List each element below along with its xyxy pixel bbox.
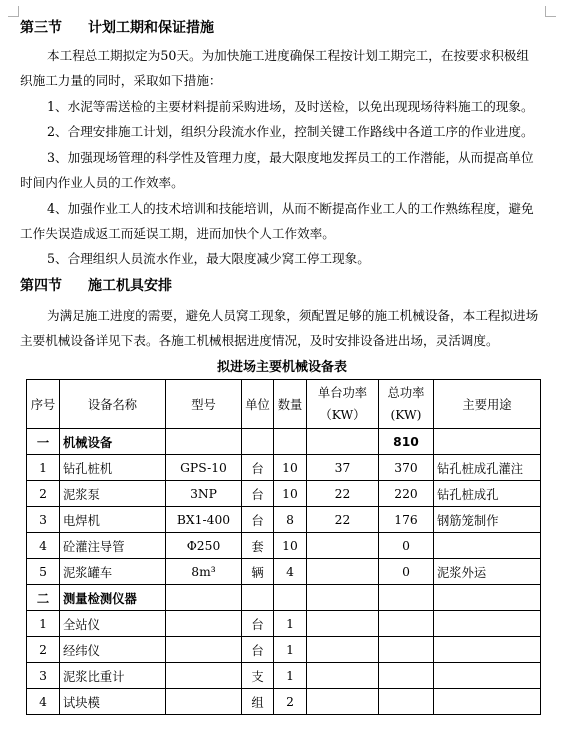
section4-number: 第四节 (20, 278, 62, 294)
section4-heading (20, 275, 172, 295)
table-section-row (27, 429, 541, 455)
cell-model (166, 663, 242, 689)
table-caption: 拟进场主要机械设备表 (216, 360, 347, 375)
cell-model (166, 689, 242, 715)
cell-name: 经纬仪 (60, 637, 166, 663)
table-row (27, 663, 541, 689)
cell-seq: 一 (27, 429, 60, 455)
measure-item-4-line1: 4、加强作业工人的技术培训和技能培训，从而不断提高作业工人的工作熟练程度，避免 (47, 201, 534, 216)
table-section-row (27, 585, 541, 611)
measure-item-1: 1、水泥等需送检的主要材料提前采购进场，及时送检，以免出现现场待料施工的现象。 (47, 99, 534, 114)
cell-use (434, 533, 541, 559)
cell-use (434, 663, 541, 689)
measure-item-5: 5、合理组织人员流水作业，最大限度减少窝工停工现象。 (47, 251, 370, 266)
cell-use (434, 689, 541, 715)
cell-qty: 10 (274, 481, 307, 507)
cell-unit-power (307, 429, 379, 455)
crop-mark-top-left (8, 6, 19, 17)
cell-unit-power (307, 637, 379, 663)
cell-unit: 台 (242, 637, 274, 663)
cell-unit-power: 22 (307, 507, 379, 533)
section3-number: 第三节 (20, 20, 62, 36)
cell-name: 泥浆比重计 (60, 663, 166, 689)
header-qty: 数量 (274, 380, 307, 429)
section4-title: 施工机具安排 (88, 278, 172, 294)
cell-qty: 1 (274, 611, 307, 637)
cell-seq: 3 (27, 507, 60, 533)
header-model: 型号 (166, 380, 242, 429)
cell-use: 泥浆外运 (434, 559, 541, 585)
cell-total-power: 0 (379, 533, 434, 559)
cell-model (166, 611, 242, 637)
header-unit-power (307, 380, 379, 429)
cell-model: BX1-400 (166, 507, 242, 533)
cell-unit-power (307, 663, 379, 689)
cell-total-power: 220 (379, 481, 434, 507)
header-seq: 序号 (27, 380, 60, 429)
cell-total-power: 810 (379, 429, 434, 455)
cell-unit-power (307, 533, 379, 559)
cell-total-power: 370 (379, 455, 434, 481)
table-row (27, 689, 541, 715)
cell-seq: 5 (27, 559, 60, 585)
header-use: 主要用途 (434, 380, 541, 429)
table-row (27, 455, 541, 481)
cell-total-power (379, 585, 434, 611)
cell-seq: 2 (27, 637, 60, 663)
header-unit-power-line1: 单台功率 (317, 386, 368, 400)
header-unit: 单位 (242, 380, 274, 429)
section3-heading (20, 17, 214, 37)
cell-qty: 1 (274, 663, 307, 689)
cell-model (166, 429, 242, 455)
cell-total-power (379, 611, 434, 637)
header-unit-power-line2: （KW） (319, 408, 366, 422)
cell-qty (274, 585, 307, 611)
cell-qty: 10 (274, 455, 307, 481)
cell-total-power (379, 663, 434, 689)
cell-unit: 套 (242, 533, 274, 559)
cell-name: 机械设备 (60, 429, 166, 455)
cell-qty: 2 (274, 689, 307, 715)
cell-unit: 台 (242, 455, 274, 481)
cell-unit-power: 22 (307, 481, 379, 507)
table-row (27, 637, 541, 663)
cell-model: 8m³ (166, 559, 242, 585)
cell-use (434, 611, 541, 637)
cell-use: 钢筋笼制作 (434, 507, 541, 533)
cell-name: 电焊机 (60, 507, 166, 533)
header-total-power-line1: 总功率 (387, 386, 425, 400)
section3-title: 计划工期和保证措施 (88, 20, 214, 36)
cell-name: 泥浆泵 (60, 481, 166, 507)
cell-name: 测量检测仪器 (60, 585, 166, 611)
equipment-table (26, 379, 541, 715)
table-row (27, 611, 541, 637)
cell-name: 全站仪 (60, 611, 166, 637)
section4-intro-line1: 为满足施工进度的需要，避免人员窝工现象，须配置足够的施工机械设备，本工程拟进场 (47, 308, 539, 323)
measure-item-3-line1: 3、加强现场管理的科学性及管理力度，最大限度地发挥员工的工作潜能，从而提高单位 (47, 150, 534, 165)
cell-use (434, 637, 541, 663)
cell-unit (242, 585, 274, 611)
cell-unit-power (307, 689, 379, 715)
cell-unit: 支 (242, 663, 274, 689)
cell-use: 钻孔桩成孔 (434, 481, 541, 507)
cell-model: Φ250 (166, 533, 242, 559)
cell-total-power (379, 689, 434, 715)
cell-seq: 1 (27, 611, 60, 637)
cell-name: 砼灌注导管 (60, 533, 166, 559)
cell-seq: 二 (27, 585, 60, 611)
cell-unit (242, 429, 274, 455)
cell-unit: 台 (242, 481, 274, 507)
cell-seq: 3 (27, 663, 60, 689)
header-name: 设备名称 (60, 380, 166, 429)
cell-model (166, 637, 242, 663)
cell-name: 泥浆罐车 (60, 559, 166, 585)
cell-qty: 4 (274, 559, 307, 585)
cell-model (166, 585, 242, 611)
measure-item-4-line2: 工作失误造成返工而延误工期，进而加快个人工作效率。 (20, 226, 335, 241)
table-row (27, 533, 541, 559)
cell-total-power: 176 (379, 507, 434, 533)
cell-unit: 辆 (242, 559, 274, 585)
section3-intro-line2: 织施工力量的同时，采取如下措施： (20, 73, 222, 88)
cell-unit-power (307, 559, 379, 585)
header-total-power (379, 380, 434, 429)
cell-seq: 4 (27, 533, 60, 559)
cell-seq: 1 (27, 455, 60, 481)
cell-qty: 1 (274, 637, 307, 663)
table-row (27, 481, 541, 507)
cell-model: GPS-10 (166, 455, 242, 481)
cell-name: 钻孔桩机 (60, 455, 166, 481)
header-total-power-line2: (KW) (390, 408, 422, 422)
cell-use (434, 585, 541, 611)
cell-unit: 台 (242, 611, 274, 637)
table-row (27, 559, 541, 585)
cell-unit-power (307, 585, 379, 611)
crop-mark-top-right (545, 6, 556, 17)
cell-name: 试块模 (60, 689, 166, 715)
cell-unit: 组 (242, 689, 274, 715)
cell-total-power (379, 637, 434, 663)
cell-qty: 10 (274, 533, 307, 559)
cell-use: 钻孔桩成孔灌注 (434, 455, 541, 481)
cell-seq: 4 (27, 689, 60, 715)
cell-qty: 8 (274, 507, 307, 533)
cell-unit-power (307, 611, 379, 637)
cell-model: 3NP (166, 481, 242, 507)
cell-total-power: 0 (379, 559, 434, 585)
cell-unit-power: 37 (307, 455, 379, 481)
section4-intro-line2: 主要机械设备详见下表。各施工机械根据进度情况，及时安排设备进出场，灵活调度。 (20, 333, 499, 348)
measure-item-2: 2、合理安排施工计划，组织分段流水作业，控制关键工作路线中各道工序的作业进度。 (47, 124, 534, 139)
table-row (27, 507, 541, 533)
measure-item-3-line2: 时间内作业人员的工作效率。 (20, 175, 184, 190)
section3-intro-line1: 本工程总工期拟定为50天。为加快施工进度确保工程按计划工期完工，在按要求积极组 (47, 48, 529, 63)
table-header-row (27, 380, 541, 429)
cell-seq: 2 (27, 481, 60, 507)
cell-unit: 台 (242, 507, 274, 533)
cell-qty (274, 429, 307, 455)
cell-use (434, 429, 541, 455)
